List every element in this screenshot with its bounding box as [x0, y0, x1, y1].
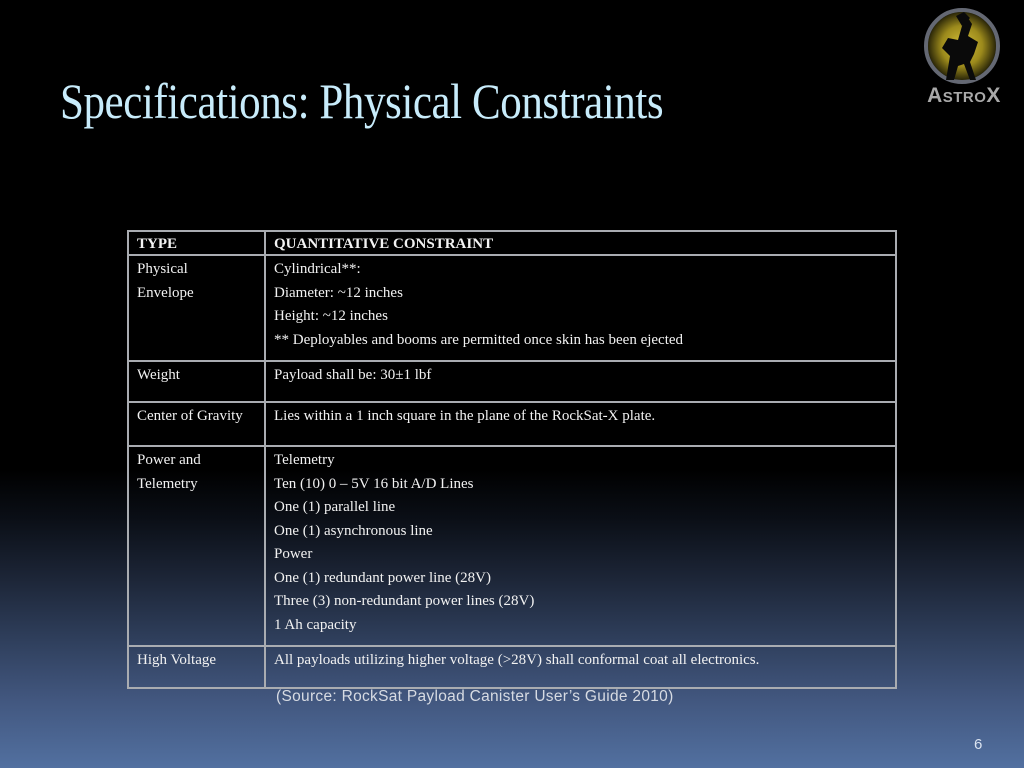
- constraint-cell: Lies within a 1 inch square in the plane of the RockSat-X plate.: [265, 402, 896, 446]
- constraint-cell: Cylindrical**: Diameter: ~12 inches Height: ~12 inches ** Deployables and booms are permitted once skin has been ejected: [265, 255, 896, 361]
- type-cell: Weight: [128, 361, 265, 402]
- page-number: 6: [974, 736, 983, 753]
- constraints-table: [127, 230, 897, 689]
- header-constraint: QUANTITATIVE CONSTRAINT: [265, 231, 896, 255]
- horse-rider-emblem-icon: [912, 4, 1012, 88]
- type-cell: Physical Envelope: [128, 255, 265, 361]
- table-row: [128, 255, 896, 361]
- table-row: [128, 402, 896, 446]
- table-row: [128, 646, 896, 688]
- constraint-cell: Payload shall be: 30±1 lbf: [265, 361, 896, 402]
- type-cell: High Voltage: [128, 646, 265, 688]
- table-row: [128, 446, 896, 646]
- table-header-row: [128, 231, 896, 255]
- astrox-logo: [912, 4, 1012, 112]
- type-cell: Center of Gravity: [128, 402, 265, 446]
- constraint-cell: Telemetry Ten (10) 0 – 5V 16 bit A/D Lines One (1) parallel line One (1) asynchronous line Power One (1) redundant power line (28V) Three (3) non-redundant power lines (28V) 1 Ah capacity: [265, 446, 896, 646]
- table-row: [128, 361, 896, 402]
- logo-wordmark: ASTROX: [927, 84, 1001, 107]
- constraint-cell: All payloads utilizing higher voltage (>28V) shall conformal coat all electronics.: [265, 646, 896, 688]
- type-cell: Power and Telemetry: [128, 446, 265, 646]
- slide-title: Specifications: Physical Constraints: [60, 73, 664, 129]
- header-type: TYPE: [128, 231, 265, 255]
- source-citation: (Source: RockSat Payload Canister User’s Guide 2010): [276, 688, 674, 705]
